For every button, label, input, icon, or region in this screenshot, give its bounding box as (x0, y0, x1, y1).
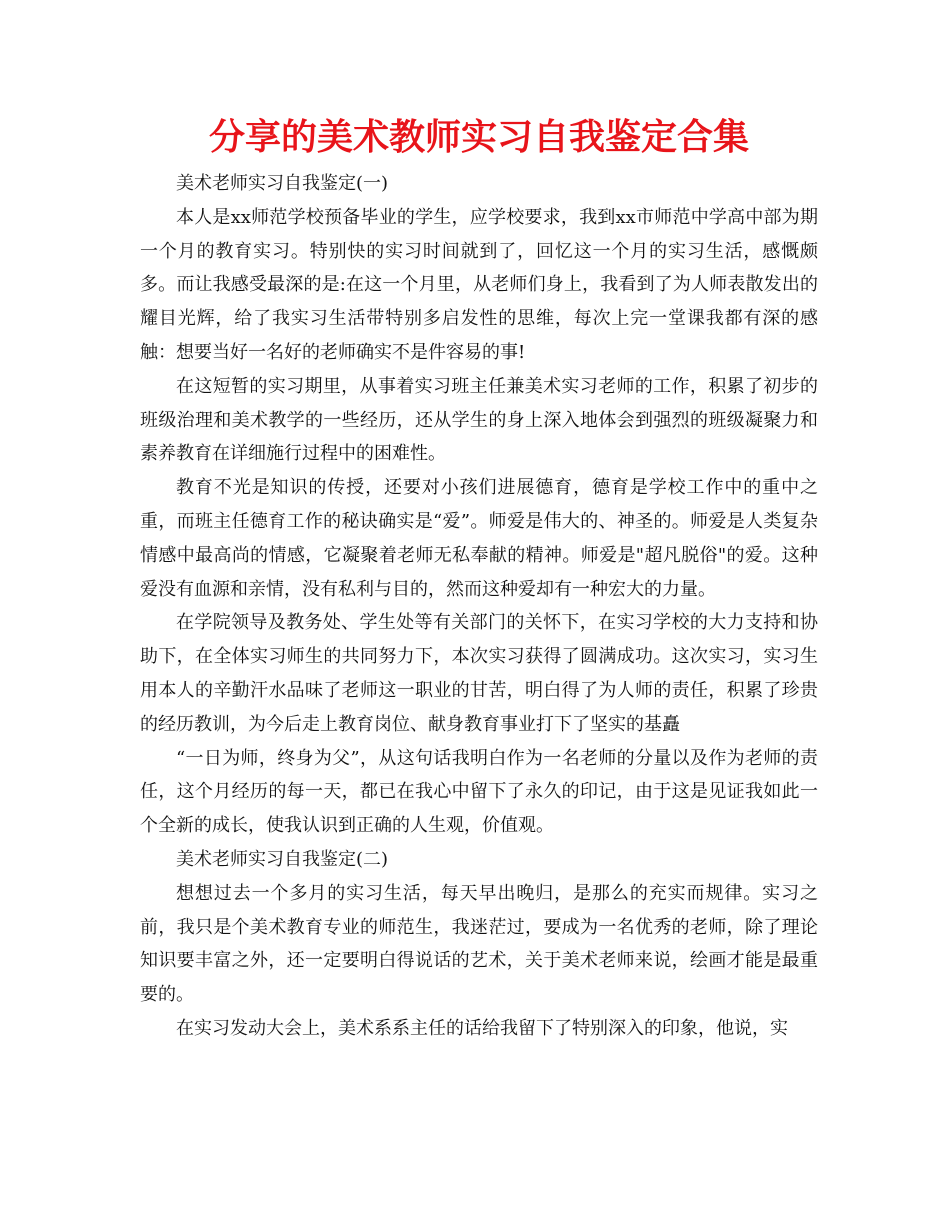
paragraph: “一日为师，终身为父”，从这句话我明白作为一名老师的分量以及作为老师的责任，这个月经历的每一天，都已在我心中留下了永久的印记，由于这是见证我如此一个全新的成长，使我认识到正确的人生观，价值观。 (140, 747, 818, 837)
paragraph: 想想过去一个多月的实习生活，每天早出晚归，是那么的充实而规律。实习之前，我只是个美术教育专业的师范生，我迷茫过，要成为一名优秀的老师，除了理论知识要丰富之外，还一定要明白得说话的艺术，关于美术老师来说，绘画才能是最重要的。 (140, 882, 818, 1006)
paragraph: 在实习发动大会上，美术系系主任的话给我留下了特别深入的印象，他说，实 (176, 1017, 788, 1039)
paragraph: 本人是xx师范学校预备毕业的学生，应学校要求，我到xx市师范中学高中部为期一个月的教育实习。特别快的实习时间就到了，回忆这一个月的实习生活，感慨颇多。而让我感受最深的是:在这一个月里，从老师们身上，我看到了为人师表散发出的耀目光辉，给了我实习生活带特别多启发性的思维，每次上完一堂课我都有深的感触：想要当好一名好的老师确实不是件容易的事! (140, 206, 818, 363)
paragraph: 教育不光是知识的传授，还要对小孩们进展德育，德育是学校工作中的重中之重，而班主任德育工作的秘诀确实是“爱”。师爱是伟大的、神圣的。师爱是人类复杂情感中最高尚的情感，它凝聚着老师无私奉献的精神。师爱是"超凡脱俗"的爱。这种爱没有血源和亲情，没有私利与目的，然而这种爱却有一种宏大的力量。 (140, 477, 818, 600)
paragraph: 在学院领导及教务处、学生处等有关部门的关怀下，在实习学校的大力支持和协助下，在全体实习师生的共同努力下，本次实习获得了圆满成功。这次实习，实习生用本人的辛勤汗水品味了老师这一职业的甘苦，明白得了为人师的责任，积累了珍贵的经历教训，为今后走上教育岗位、献身教育事业打下了坚实的基矗 (140, 612, 818, 735)
paragraph: 在这短暂的实习期里，从事着实习班主任兼美术实习老师的工作，积累了初步的班级治理和美术教学的一些经历，还从学生的身上深入地体会到强烈的班级凝聚力和素养教育在详细施行过程中的困难性。 (140, 375, 818, 465)
document-page (140, 115, 818, 1046)
document-title: 分享的美术教师实习自我鉴定合集 (208, 117, 749, 158)
document-body (140, 167, 818, 1046)
section-heading: 美术老师实习自我鉴定(一) (176, 173, 389, 194)
section-heading: 美术老师实习自我鉴定(二) (176, 848, 389, 870)
